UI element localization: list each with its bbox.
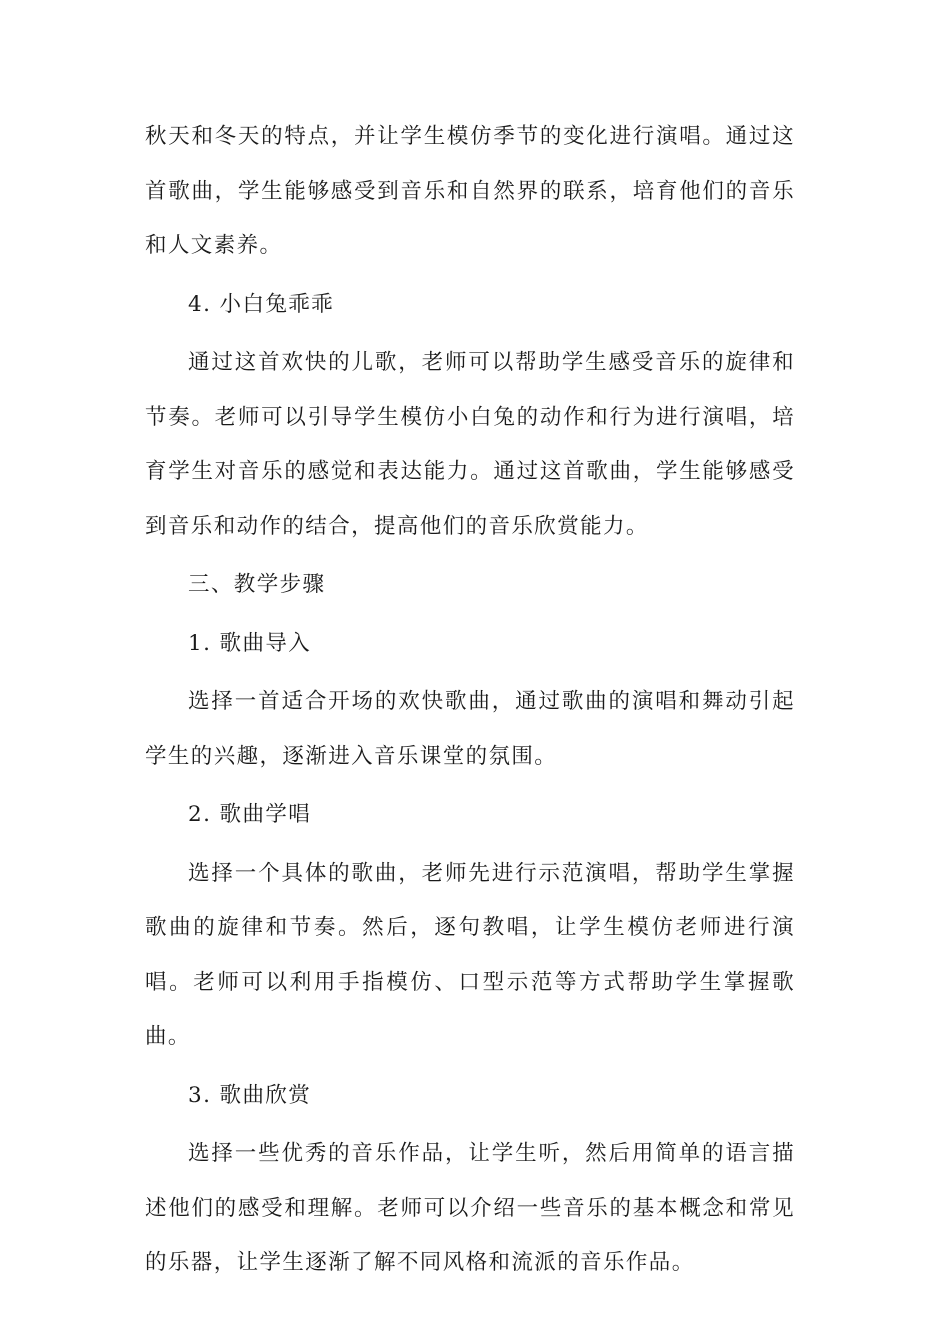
paragraph-step-1: 选择一首适合开场的欢快歌曲，通过歌曲的演唱和舞动引起学生的兴趣，逐渐进入音乐课堂的氛围。 (145, 689, 795, 769)
paragraph-continued: 秋天和冬天的特点，并让学生模仿季节的变化进行演唱。通过这首歌曲，学生能够感受到音乐和自然界的联系，培育他们的音乐和人文素养。 (145, 124, 795, 258)
paragraph-step-2: 选择一个具体的歌曲，老师先进行示范演唱，帮助学生掌握歌曲的旋律和节奏。然后，逐句教唱，让学生模仿老师进行演唱。老师可以利用手指模仿、口型示范等方式帮助学生掌握歌曲。 (145, 860, 795, 1049)
paragraph-step-3: 选择一些优秀的音乐作品，让学生听，然后用简单的语言描述他们的感受和理解。老师可以介绍一些音乐的基本概念和常见的乐器，让学生逐渐了解不同风格和流派的音乐作品。 (145, 1141, 795, 1275)
subheading-step-2: 2. 歌曲学唱 (188, 802, 312, 827)
subheading-step-1: 1. 歌曲导入 (188, 630, 312, 656)
subheading-step-3: 3. 歌曲欣赏 (188, 1082, 312, 1108)
subheading-4: 4. 小白兔乖乖 (188, 291, 335, 317)
section-heading-3: 三、教学步骤 (188, 572, 326, 597)
document-body (145, 110, 795, 1291)
paragraph-song-4: 通过这首欢快的儿歌，老师可以帮助学生感受音乐的旋律和节奏。老师可以引导学生模仿小白兔的动作和行为进行演唱，培育学生对音乐的感觉和表达能力。通过这首歌曲，学生能够感受到音乐和动作的结合，提高他们的音乐欣赏能力。 (145, 350, 795, 539)
